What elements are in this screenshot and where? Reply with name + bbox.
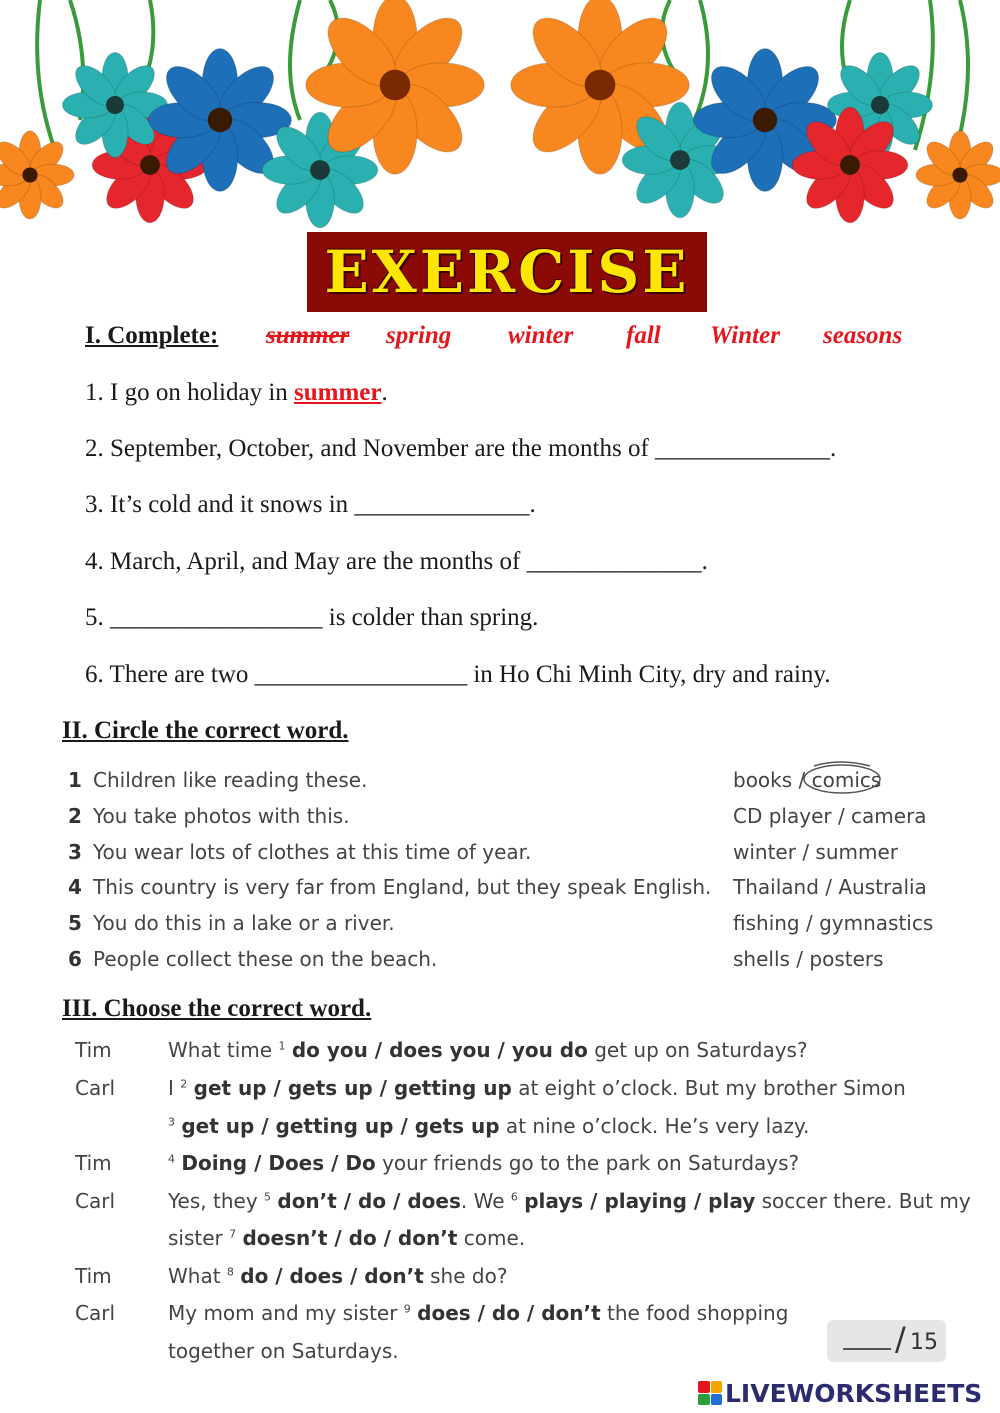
- option-choice[interactable]: do you / does you / you do: [291, 1038, 588, 1062]
- option-choice[interactable]: don’t / do / does: [277, 1189, 461, 1213]
- dialogue-line: [168, 1301, 788, 1325]
- title-banner: [307, 232, 707, 312]
- flower-border-icon: [0, 0, 1000, 230]
- speaker-name: Carl: [75, 1189, 115, 1213]
- dialogue-text: come.: [457, 1226, 526, 1250]
- item-number: 4: [168, 1152, 175, 1166]
- option-choice[interactable]: Doing / Does / Do: [181, 1151, 376, 1175]
- word-bank-item[interactable]: spring: [386, 322, 452, 349]
- answer-blank[interactable]: ______________: [526, 548, 702, 575]
- speaker-name: Carl: [75, 1076, 115, 1100]
- dialogue-text: at nine o’clock. He’s very lazy.: [499, 1114, 810, 1138]
- item-text: 2. September, October, and November are the months of: [85, 435, 656, 462]
- item-text: .: [381, 379, 388, 406]
- word-bank-item[interactable]: Winter: [710, 322, 780, 349]
- section-1-heading: I. Complete:: [85, 322, 219, 349]
- dialogue-text: she do?: [423, 1264, 508, 1288]
- option-choice[interactable]: winter / summer: [733, 840, 898, 864]
- score-slash: /: [895, 1320, 906, 1358]
- item-number: 2: [68, 804, 82, 828]
- word-bank-item[interactable]: winter: [508, 322, 574, 349]
- item-text: 1. I go on holiday in: [85, 379, 295, 406]
- item-number: 9: [403, 1302, 411, 1316]
- dialogue-line: [168, 1264, 507, 1288]
- item-text: .: [830, 435, 837, 462]
- dialogue-text: . We: [460, 1189, 511, 1213]
- page-title: EXERCISE: [324, 238, 690, 306]
- item-number: 6: [510, 1190, 518, 1204]
- dialogue-text: My mom and my sister: [168, 1301, 404, 1325]
- dialogue-text: What: [168, 1264, 227, 1288]
- item-text: in Ho Chi Minh City, dry and rainy.: [467, 661, 831, 688]
- dialogue-text: I: [168, 1076, 181, 1100]
- question-text: You do this in a lake or a river.: [93, 911, 395, 935]
- item-number: 1: [278, 1039, 286, 1053]
- dialogue-text: Yes, they: [168, 1189, 265, 1213]
- item-number: 3: [68, 840, 82, 864]
- question-text: You take photos with this.: [93, 804, 350, 828]
- item-number: 1: [68, 768, 82, 792]
- option-choice[interactable]: shells / posters: [733, 947, 884, 971]
- circle-mark-icon: [800, 760, 884, 796]
- question-text: This country is very far from England, but they speak English.: [93, 875, 712, 899]
- complete-item-3: [85, 491, 536, 519]
- item-text: is colder than spring.: [322, 604, 539, 631]
- item-number: 8: [226, 1265, 234, 1279]
- flower-stem: [290, 0, 300, 120]
- complete-item-2: [85, 435, 836, 463]
- item-number: 6: [68, 947, 82, 971]
- answer-blank[interactable]: _________________: [254, 661, 468, 688]
- score-total: 15: [910, 1330, 938, 1355]
- option-choice[interactable]: plays / playing / play: [524, 1189, 756, 1213]
- item-number: 5: [68, 911, 82, 935]
- dialogue-line: [168, 1339, 399, 1363]
- answer-blank[interactable]: ______________: [354, 491, 530, 518]
- dialogue-line: [168, 1114, 809, 1138]
- item-text: 4. March, April, and May are the months of: [85, 548, 527, 575]
- item-text: 6. There are two: [85, 661, 255, 688]
- dialogue-text: at eight o’clock. But my brother Simon: [511, 1076, 906, 1100]
- option-choice[interactable]: fishing / gymnastics: [733, 911, 934, 935]
- complete-item-1: [85, 379, 388, 407]
- option-choice[interactable]: do / does / don’t: [240, 1264, 424, 1288]
- dialogue-text: together on Saturdays.: [168, 1339, 399, 1363]
- option-choice[interactable]: Thailand / Australia: [733, 875, 927, 899]
- answer-blank[interactable]: ______________: [655, 435, 831, 462]
- question-text: Children like reading these.: [93, 768, 368, 792]
- dialogue-line: [168, 1038, 808, 1062]
- item-number: 5: [264, 1190, 272, 1204]
- word-bank-item[interactable]: fall: [626, 322, 661, 349]
- answer-blank[interactable]: _________________: [110, 604, 323, 631]
- item-text: 3. It’s cold and it snows in: [85, 491, 355, 518]
- flower-icon: [916, 131, 1000, 219]
- dialogue-text: get up on Saturdays?: [587, 1038, 808, 1062]
- dialogue-text: What time: [168, 1038, 279, 1062]
- logo-text: LIVEWORKSHEETS: [725, 1378, 983, 1408]
- liveworksheets-logo: [698, 1378, 982, 1408]
- option-choice[interactable]: does / do / don’t: [417, 1301, 601, 1325]
- item-number: 3: [168, 1115, 175, 1129]
- dialogue-line: [168, 1151, 799, 1175]
- dialogue-line: [168, 1076, 906, 1100]
- option-choice[interactable]: books / comics: [733, 768, 882, 792]
- speaker-name: Tim: [75, 1151, 112, 1175]
- flower-icon: [63, 53, 168, 158]
- item-number: 4: [68, 875, 82, 899]
- complete-item-4: [85, 548, 708, 576]
- speaker-name: Carl: [75, 1301, 115, 1325]
- option-choice[interactable]: doesn’t / do / don’t: [242, 1226, 458, 1250]
- item-text: 5.: [85, 604, 110, 631]
- item-number: 7: [229, 1227, 237, 1241]
- score-blank[interactable]: [843, 1348, 891, 1350]
- dialogue-line: [168, 1226, 525, 1250]
- score-box: [827, 1320, 946, 1362]
- item-text: .: [701, 548, 708, 575]
- dialogue-line: [168, 1189, 971, 1213]
- question-text: People collect these on the beach.: [93, 947, 438, 971]
- complete-item-6: [85, 661, 831, 689]
- section-2-heading: II. Circle the correct word.: [62, 717, 349, 744]
- dialogue-text: sister: [168, 1226, 230, 1250]
- item-number: 2: [180, 1077, 188, 1091]
- flower-icon: [792, 107, 908, 223]
- dialogue-text: the food shopping: [600, 1301, 789, 1325]
- option-choice[interactable]: get up / gets up / getting up: [193, 1076, 512, 1100]
- section-3-heading: III. Choose the correct word.: [62, 995, 372, 1022]
- question-text: You wear lots of clothes at this time of year.: [93, 840, 532, 864]
- option-choice[interactable]: CD player / camera: [733, 804, 927, 828]
- flower-icon: [306, 0, 485, 174]
- answer-field[interactable]: summer: [294, 379, 382, 406]
- liveworksheets-logo-icon: [698, 1381, 722, 1405]
- flower-group: [0, 0, 1000, 228]
- complete-item-5: [85, 604, 538, 632]
- speaker-name: Tim: [75, 1264, 112, 1288]
- flower-icon: [0, 131, 74, 219]
- dialogue-text: your friends go to the park on Saturdays?: [375, 1151, 800, 1175]
- word-bank-item[interactable]: summer: [266, 322, 350, 349]
- item-text: .: [529, 491, 536, 518]
- speaker-name: Tim: [75, 1038, 112, 1062]
- word-bank-item[interactable]: seasons: [823, 322, 903, 349]
- option-choice[interactable]: get up / getting up / gets up: [181, 1114, 500, 1138]
- flower-stem: [37, 0, 55, 150]
- dialogue-text: soccer there. But my: [755, 1189, 971, 1213]
